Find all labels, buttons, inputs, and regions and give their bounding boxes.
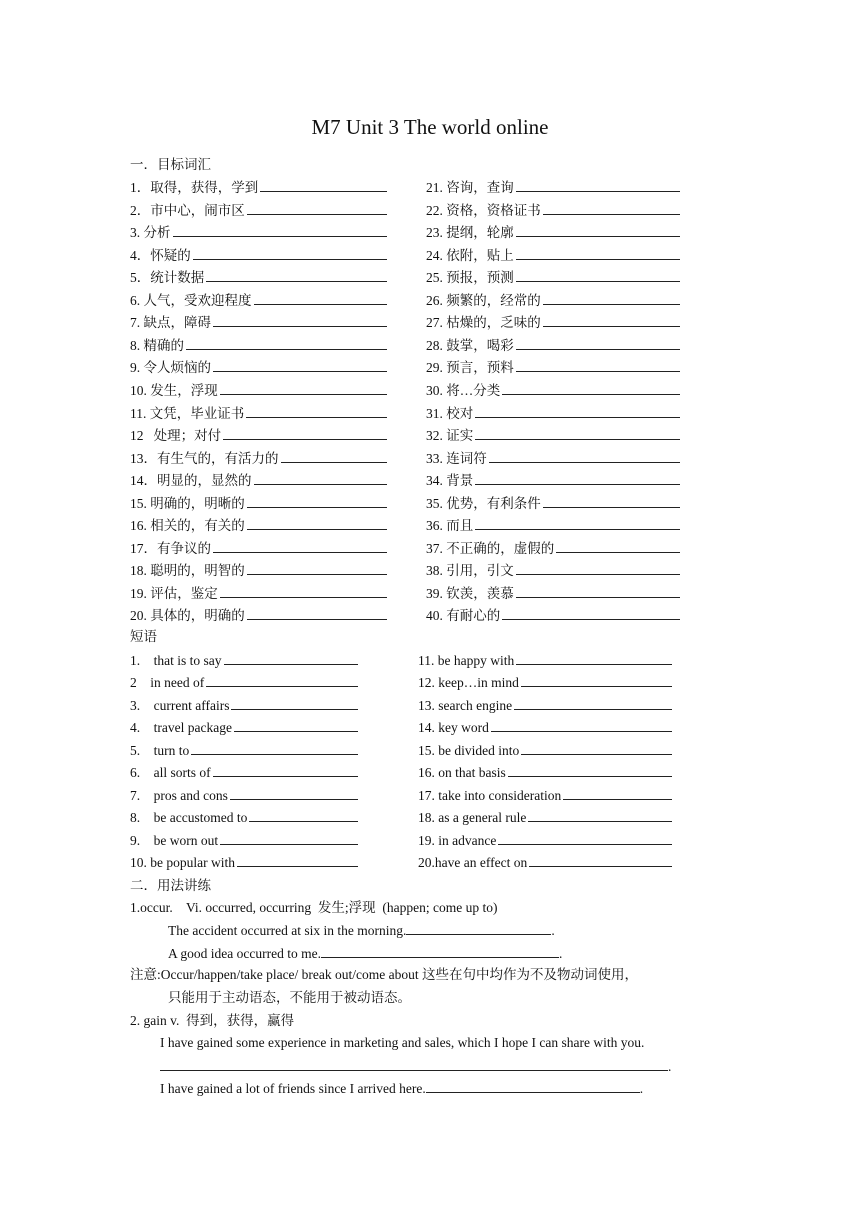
vocab-right-item <box>426 583 680 604</box>
vocab-right-label: 27. 枯燥的，乏味的 <box>426 315 541 331</box>
vocab-left-item <box>130 357 387 378</box>
gain-example-1: I have gained some experience in marketing and sales, which I hope I can share with you. <box>160 1035 645 1050</box>
answer-blank[interactable] <box>491 717 672 732</box>
answer-blank[interactable] <box>521 672 672 687</box>
vocab-right-label: 24. 依附，贴上 <box>426 247 514 263</box>
answer-blank[interactable] <box>206 672 358 687</box>
answer-blank[interactable] <box>246 403 387 418</box>
phrase-left-label: 10. be popular with <box>130 855 235 871</box>
answer-blank[interactable] <box>173 222 388 237</box>
phrase-left-item <box>130 830 358 851</box>
answer-blank[interactable] <box>213 357 387 372</box>
vocab-right-item <box>426 200 680 221</box>
gain-heading: 2. gain v. 得到，获得，赢得 <box>130 1013 295 1028</box>
vocab-right-item <box>426 335 680 356</box>
answer-blank[interactable] <box>231 695 358 710</box>
vocab-left-item <box>130 448 387 469</box>
answer-blank[interactable] <box>498 830 672 845</box>
vocab-left-item <box>130 583 387 604</box>
answer-blank[interactable] <box>516 560 680 575</box>
phrase-left-item <box>130 785 358 806</box>
answer-blank[interactable] <box>521 740 672 755</box>
answer-blank[interactable] <box>191 740 358 755</box>
phrase-right-item <box>418 785 672 806</box>
answer-blank[interactable] <box>563 785 672 800</box>
section-heading-usage: 二．用法讲练 <box>130 878 211 893</box>
phrase-left-label: 1. that is to say <box>130 653 222 668</box>
phrase-left-label: 3. current affairs <box>130 697 230 713</box>
vocab-left-item <box>130 177 387 198</box>
answer-blank[interactable] <box>220 830 358 845</box>
vocab-left-item <box>130 493 387 514</box>
vocab-left-label: 1．取得，获得，学到 <box>130 180 259 195</box>
vocab-right-item <box>426 177 680 198</box>
phrase-right-item <box>418 807 672 828</box>
vocab-left-item <box>130 380 387 401</box>
answer-blank[interactable] <box>543 290 680 305</box>
answer-blank[interactable] <box>234 717 358 732</box>
answer-blank[interactable] <box>516 650 672 665</box>
vocab-left-item <box>130 560 387 581</box>
answer-blank[interactable] <box>223 425 387 440</box>
answer-blank[interactable] <box>516 177 680 192</box>
vocab-right-item <box>426 403 680 424</box>
answer-blank[interactable] <box>247 605 387 620</box>
vocab-right-label: 31. 校对 <box>426 405 474 421</box>
vocab-left-item <box>130 222 387 243</box>
vocab-left-label: 10. 发生，浮现 <box>130 382 218 398</box>
vocab-right-label: 38. 引用，引文 <box>426 563 514 579</box>
vocab-left-label: 17．有争议的 <box>130 540 211 556</box>
vocab-left-item <box>130 335 387 356</box>
answer-blank[interactable] <box>516 357 680 372</box>
answer-blank[interactable] <box>186 335 387 350</box>
vocab-left-label: 19. 评估，鉴定 <box>130 585 218 601</box>
phrase-right-item <box>418 717 672 738</box>
vocab-right-label: 22. 资格，资格证书 <box>426 202 541 218</box>
answer-blank[interactable] <box>543 493 680 508</box>
vocab-left-label: 15. 明确的，明晰的 <box>130 495 245 511</box>
vocab-right-label: 29. 预言，预料 <box>426 360 514 376</box>
answer-blank[interactable] <box>260 177 387 192</box>
answer-blank[interactable] <box>406 920 551 935</box>
phrase-right-label: 12. keep…in mind <box>418 675 519 691</box>
phrase-left-label: 4. travel package <box>130 720 232 736</box>
phrase-left-label: 9. be worn out <box>130 832 219 848</box>
vocab-left-label: 5．统计数据 <box>130 270 205 286</box>
occur-example-2: A good idea occurred to me. . <box>168 943 562 964</box>
answer-blank[interactable] <box>213 312 387 327</box>
vocab-left-label: 18. 聪明的，明智的 <box>130 563 245 579</box>
vocab-right-item <box>426 470 680 491</box>
answer-blank[interactable] <box>224 650 359 665</box>
vocab-right-label: 33. 连词符 <box>426 450 487 466</box>
vocab-right-label: 25. 预报，预测 <box>426 270 514 286</box>
vocab-right-label: 23. 提纲，轮廓 <box>426 225 514 241</box>
note-line-1: 注意:Occur/happen/take place/ break out/come about 这些在句中均作为不及物动词使用， <box>130 967 639 982</box>
answer-blank[interactable] <box>426 1078 640 1093</box>
answer-blank[interactable] <box>516 335 680 350</box>
answer-blank[interactable] <box>489 448 680 463</box>
vocab-right-item <box>426 380 680 401</box>
answer-blank[interactable] <box>543 312 680 327</box>
answer-blank[interactable] <box>516 245 680 260</box>
answer-blank[interactable] <box>514 695 672 710</box>
vocab-right-label: 40. 有耐心的 <box>426 608 501 624</box>
vocab-right-label: 21. 咨询，查询 <box>426 180 514 195</box>
answer-blank[interactable] <box>249 807 358 822</box>
vocab-left-label: 20. 具体的，明确的 <box>130 608 245 624</box>
phrase-right-item <box>418 762 672 783</box>
vocab-right-item <box>426 290 680 311</box>
answer-blank[interactable] <box>213 538 387 553</box>
answer-blank[interactable] <box>220 380 387 395</box>
vocab-left-item <box>130 515 387 536</box>
phrase-left-item <box>130 807 358 828</box>
vocab-right-item <box>426 538 680 559</box>
answer-blank[interactable] <box>475 425 680 440</box>
occur-example-1-text: The accident occurred at six in the morning. <box>168 923 407 938</box>
answer-blank[interactable] <box>247 493 387 508</box>
phrase-left-item <box>130 740 358 761</box>
vocab-left-item <box>130 200 387 221</box>
vocab-right-item <box>426 560 680 581</box>
answer-blank[interactable] <box>247 200 387 215</box>
vocab-left-item <box>130 290 387 311</box>
answer-blank[interactable] <box>475 403 680 418</box>
vocab-right-label: 36. 而且 <box>426 518 474 534</box>
vocab-left-item <box>130 605 387 626</box>
vocab-left-item <box>130 425 387 446</box>
answer-blank[interactable] <box>502 380 680 395</box>
vocab-left-label: 2．市中心，闹市区 <box>130 202 245 218</box>
phrase-right-label: 19. in advance <box>418 832 497 848</box>
phrase-right-label: 16. on that basis <box>418 765 506 781</box>
answer-blank[interactable] <box>247 560 387 575</box>
answer-blank[interactable] <box>281 448 388 463</box>
phrase-right-label: 18. as a general rule <box>418 810 527 826</box>
answer-blank[interactable] <box>254 470 388 485</box>
answer-blank[interactable] <box>193 245 387 260</box>
phrase-right-item <box>418 695 672 716</box>
phrase-left-label: 5. turn to <box>130 742 190 758</box>
section-heading-vocabulary: 一．目标词汇 <box>130 157 211 172</box>
phrase-right-label: 15. be divided into <box>418 742 520 758</box>
vocab-left-label: 13．有生气的，有活力的 <box>130 450 279 466</box>
phrase-left-label: 6. all sorts of <box>130 765 211 781</box>
answer-blank[interactable] <box>528 807 672 822</box>
answer-blank[interactable] <box>247 515 387 530</box>
vocab-right-item <box>426 312 680 333</box>
answer-blank[interactable] <box>556 538 680 553</box>
occur-example-1: The accident occurred at six in the morning. . <box>168 920 555 941</box>
vocab-left-item <box>130 403 387 424</box>
vocab-right-item <box>426 605 680 626</box>
answer-blank[interactable] <box>502 605 680 620</box>
answer-blank[interactable] <box>543 200 680 215</box>
gain-example-2: I have gained a lot of friends since I arrived here. . <box>160 1078 643 1099</box>
vocab-left-item <box>130 470 387 491</box>
phrase-left-item <box>130 762 358 783</box>
vocab-left-label: 7. 缺点，障碍 <box>130 315 211 331</box>
phrase-left-item <box>130 695 358 716</box>
vocab-left-label: 16. 相关的，有关的 <box>130 518 245 534</box>
phrase-right-item <box>418 740 672 761</box>
vocab-right-label: 35. 优势，有利条件 <box>426 495 541 511</box>
answer-blank[interactable] <box>254 290 388 305</box>
vocab-right-item <box>426 357 680 378</box>
vocab-left-label: 12 处理；对付 <box>130 428 222 444</box>
page-title: M7 Unit 3 The world online <box>311 115 549 139</box>
vocab-left-item <box>130 312 387 333</box>
vocab-left-label: 4．怀疑的 <box>130 247 191 263</box>
phrase-right-label: 13. search engine <box>418 697 513 713</box>
phrase-left-item <box>130 852 358 873</box>
phrase-right-item <box>418 852 672 873</box>
answer-blank[interactable] <box>220 583 387 598</box>
answer-blank[interactable] <box>230 785 358 800</box>
phrase-right-item <box>418 672 672 693</box>
vocab-right-item <box>426 448 680 469</box>
vocab-right-item <box>426 245 680 266</box>
note-line-2: 只能用于主动语态，不能用于被动语态。 <box>168 990 411 1005</box>
answer-blank[interactable] <box>516 583 680 598</box>
answer-blank[interactable] <box>237 852 358 867</box>
vocab-left-label: 9. 令人烦恼的 <box>130 360 211 376</box>
answer-blank[interactable] <box>508 762 672 777</box>
phrase-right-label: 11. be happy with <box>418 653 515 668</box>
vocab-right-label: 30. 将…分类 <box>426 382 501 398</box>
phrase-left-item <box>130 650 358 671</box>
vocab-right-item <box>426 425 680 446</box>
phrase-left-item <box>130 717 358 738</box>
answer-blank[interactable] <box>516 267 680 282</box>
answer-blank[interactable] <box>160 1056 668 1071</box>
phrase-left-label: 2 in need of <box>130 675 205 691</box>
vocab-left-label: 6. 人气，受欢迎程度 <box>130 292 252 308</box>
vocab-right-item <box>426 267 680 288</box>
answer-blank[interactable] <box>213 762 358 777</box>
vocab-right-label: 26. 频繁的，经常的 <box>426 292 541 308</box>
answer-blank[interactable] <box>529 852 672 867</box>
phrases-heading: 短语 <box>130 629 157 644</box>
answer-blank[interactable] <box>475 515 680 530</box>
vocab-left-label: 3. 分析 <box>130 225 171 241</box>
vocab-right-label: 39. 钦羡，羡慕 <box>426 585 514 601</box>
vocab-left-label: 11. 文凭，毕业证书 <box>130 405 245 421</box>
phrase-left-label: 8. be accustomed to <box>130 810 248 826</box>
phrase-right-item <box>418 650 672 671</box>
gain-translation-line: . <box>160 1056 671 1077</box>
phrase-left-label: 7. pros and cons <box>130 787 228 803</box>
answer-blank[interactable] <box>321 943 559 958</box>
vocab-right-label: 34. 背景 <box>426 473 474 489</box>
vocab-right-item <box>426 515 680 536</box>
vocab-right-label: 32. 证实 <box>426 428 474 444</box>
gain-example-2-text: I have gained a lot of friends since I arrived here. <box>160 1081 426 1096</box>
occur-heading: 1.occur. Vi. occurred, occurring 发生;浮现 (happen; come up to) <box>130 900 498 915</box>
answer-blank[interactable] <box>475 470 680 485</box>
vocab-right-item <box>426 493 680 514</box>
vocab-right-label: 28. 鼓掌，喝彩 <box>426 337 514 353</box>
phrase-left-item <box>130 672 358 693</box>
answer-blank[interactable] <box>206 267 387 282</box>
phrase-right-label: 17. take into consideration <box>418 787 562 803</box>
phrase-right-item <box>418 830 672 851</box>
vocab-left-item <box>130 538 387 559</box>
vocab-left-item <box>130 267 387 288</box>
vocab-left-label: 14．明显的，显然的 <box>130 473 252 489</box>
vocab-right-item <box>426 222 680 243</box>
occur-example-2-text: A good idea occurred to me. <box>168 946 321 961</box>
answer-blank[interactable] <box>516 222 680 237</box>
vocab-left-item <box>130 245 387 266</box>
vocab-right-label: 37. 不正确的，虚假的 <box>426 540 555 556</box>
vocab-left-label: 8. 精确的 <box>130 337 184 353</box>
phrase-right-label: 20.have an effect on <box>418 855 528 871</box>
phrase-right-label: 14. key word <box>418 720 489 736</box>
